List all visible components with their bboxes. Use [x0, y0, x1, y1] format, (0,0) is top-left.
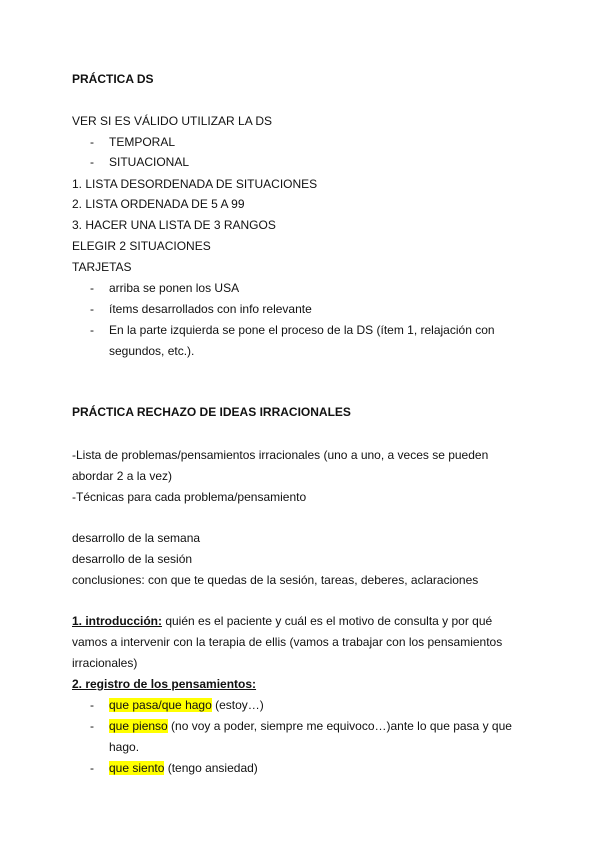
section1-line1: VER SI ES VÁLIDO UTILIZAR LA DS — [72, 114, 273, 128]
registro-item-text: (estoy…) — [211, 698, 264, 712]
card-item: ítems desarrollados con info relevante — [109, 302, 312, 316]
registro-item-text: (no voy a poder, siempre me equivoco…)ante lo que pasa y que — [167, 719, 512, 733]
intro-line: irracionales) — [72, 656, 138, 670]
card-item-continuation: segundos, etc.). — [109, 344, 195, 358]
bullet-dash: - — [90, 761, 94, 775]
bullet-dash: - — [90, 698, 94, 712]
step-line: 1. LISTA DESORDENADA DE SITUACIONES — [72, 177, 318, 191]
registro-item — [109, 760, 258, 776]
bullet-dash: - — [90, 719, 94, 733]
intro-label: 1. introducción: — [72, 614, 162, 628]
paragraph-line: -Técnicas para cada problema/pensamiento — [72, 490, 307, 504]
bullet-dash: - — [90, 323, 94, 337]
registro-item-continuation: hago. — [109, 740, 140, 754]
dash-item: TEMPORAL — [109, 135, 176, 149]
section1-title: PRÁCTICA DS — [72, 72, 154, 86]
dash-item: SITUACIONAL — [109, 155, 190, 169]
bullet-dash: - — [90, 135, 94, 149]
highlighted-text: que pasa/que hago — [109, 698, 212, 712]
intro-line: vamos a intervenir con la terapia de ellis (vamos a trabajar con los pensamientos — [72, 635, 503, 649]
bullet-dash: - — [90, 302, 94, 316]
registro-label: 2. registro de los pensamientos: — [72, 677, 257, 691]
paragraph-line: abordar 2 a la vez) — [72, 469, 173, 483]
paragraph-line: desarrollo de la sesión — [72, 552, 193, 566]
intro-line — [72, 613, 492, 629]
paragraph-line: conclusiones: con que te quedas de la sesión, tareas, deberes, aclaraciones — [72, 573, 479, 587]
step-line: ELEGIR 2 SITUACIONES — [72, 239, 211, 253]
registro-item — [109, 718, 512, 734]
intro-text: quién es el paciente y cuál es el motivo de consulta y por qué — [162, 614, 493, 628]
highlighted-text: que pienso — [109, 719, 168, 733]
step-line: TARJETAS — [72, 260, 132, 274]
registro-item — [109, 697, 264, 713]
paragraph-line: -Lista de problemas/pensamientos irracionales (uno a uno, a veces se pueden — [72, 448, 489, 462]
bullet-dash: - — [90, 281, 94, 295]
section2-title: PRÁCTICA RECHAZO DE IDEAS IRRACIONALES — [72, 405, 351, 419]
card-item: arriba se ponen los USA — [109, 281, 240, 295]
step-line: 3. HACER UNA LISTA DE 3 RANGOS — [72, 218, 276, 232]
bullet-dash: - — [90, 155, 94, 169]
highlighted-text: que siento — [109, 761, 165, 775]
step-line: 2. LISTA ORDENADA DE 5 A 99 — [72, 197, 245, 211]
paragraph-line: desarrollo de la semana — [72, 531, 201, 545]
card-item: En la parte izquierda se pone el proceso de la DS (ítem 1, relajación con — [109, 323, 495, 337]
registro-item-text: (tengo ansiedad) — [164, 761, 258, 775]
